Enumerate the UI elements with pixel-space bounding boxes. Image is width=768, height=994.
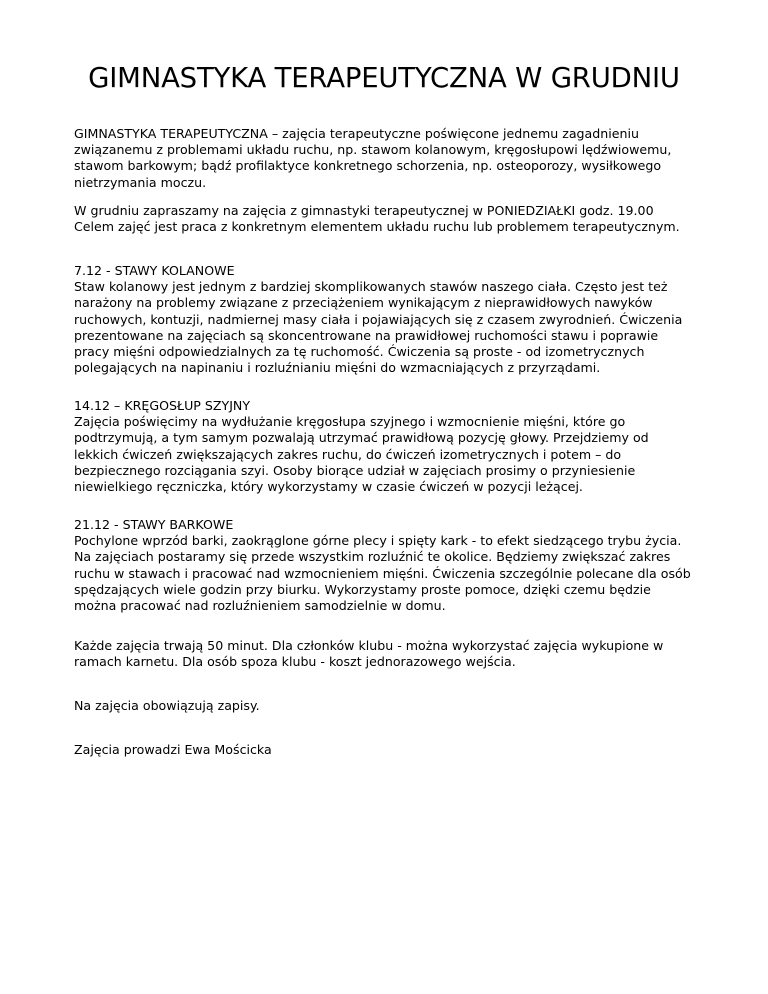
section-knees: [74, 263, 714, 376]
section-line: lekkich ćwiczeń zwiększających zakres ruchu, do ćwiczeń izometrycznych i potem – do: [74, 446, 622, 462]
section-line: Na zajęciach postaramy się przede wszystkim rozluźnić te okolice. Będziemy zwiększać zakres: [74, 549, 671, 565]
section-line: ruchu w stawach i pracować nad wzmocnieniem mięśni. Ćwiczenia szczególnie polecane dla osób: [74, 565, 691, 581]
intro-line: GIMNASTYKA TERAPEUTYCZNA – zajęcia terapeutyczne poświęcone jednemu zagadnieniu: [74, 126, 639, 141]
instructor-note: [74, 742, 714, 758]
intro-line: nietrzymania moczu.: [74, 174, 207, 190]
section-line: Zajęcia poświęcimy na wydłużanie kręgosłupa szyjnego i wzmocnienie mięśni, które go: [74, 414, 626, 430]
section-line: prezentowane na zajęciach są skoncentrowane na prawidłowej ruchomości stawu i poprawie: [74, 327, 659, 343]
section-line: pracy mięśni odpowiedzialnych za tę ruchomość. Ćwiczenia są proste - od izometrycznych: [74, 344, 645, 360]
instructor-line: Zajęcia prowadzi Ewa Mościcka: [74, 742, 272, 757]
section-line: narażony na problemy związane z przeciążeniem wynikającym z nieprawidłowych nawyków: [74, 295, 653, 311]
schedule-line: Celem zajęć jest praca z konkretnym elementem układu ruchu lub problemem terapeutycznym.: [74, 219, 680, 235]
section-cervical-spine: [74, 398, 714, 495]
section-heading: 7.12 - STAWY KOLANOWE: [74, 263, 235, 278]
duration-line: ramach karnetu. Dla osób spoza klubu - koszt jednorazowego wejścia.: [74, 654, 516, 670]
section-line: Staw kolanowy jest jednym z bardziej skomplikowanych stawów naszego ciała. Często jest też: [74, 279, 668, 295]
intro-paragraph: [74, 126, 714, 191]
section-line: polegających na napinaniu i rozluźnianiu mięśni do wzmacniających z przyrządami.: [74, 360, 601, 376]
section-heading: 14.12 – KRĘGOSŁUP SZYJNY: [74, 398, 251, 413]
section-heading: 21.12 - STAWY BARKOWE: [74, 517, 234, 532]
section-line: ruchowych, kontuzji, nadmiernej masy ciała i pojawiających się z czasem zwyrodnień. Ćwiczenia: [74, 311, 683, 327]
schedule-paragraph: [74, 203, 714, 235]
intro-line: związanemu z problemami układu ruchu, np. stawom kolanowym, kręgosłupowi lędźwiowemu,: [74, 142, 672, 158]
section-line: podtrzymują, a tym samym pozwalają utrzymać prawidłową pozycję głowy. Przejdziemy od: [74, 430, 649, 446]
registration-line: Na zajęcia obowiązują zapisy.: [74, 698, 260, 713]
section-line: można pracować nad rozluźnieniem samodzielnie w domu.: [74, 598, 446, 614]
intro-line: stawom barkowym; bądź profilaktyce konkretnego schorzenia, np. osteoporozy, wysiłkowego: [74, 158, 662, 174]
section-line: bezpiecznego rozciągania szyi. Osoby biorące udział w zajęciach prosimy o przyniesienie: [74, 462, 636, 478]
section-shoulders: [74, 517, 714, 614]
duration-line: Każde zajęcia trwają 50 minut. Dla członków klubu - można wykorzystać zajęcia wykupione w: [74, 638, 664, 653]
page-title: GIMNASTYKA TERAPEUTYCZNA W GRUDNIU: [88, 62, 680, 94]
duration-paragraph: [74, 638, 714, 670]
section-line: spędzających wiele godzin przy biurku. Wykorzystamy proste pomoce, dzięki czemu będzie: [74, 581, 651, 597]
section-line: niewielkiego ręczniczka, który wykorzystamy w czasie ćwiczeń w pozycji leżącej.: [74, 479, 583, 495]
schedule-line: W grudniu zapraszamy na zajęcia z gimnastyki terapeutycznej w PONIEDZIAŁKI godz. 19.00: [74, 203, 654, 218]
registration-note: [74, 698, 714, 714]
section-line: Pochylone wprzód barki, zaokrąglone górne plecy i spięty kark - to efekt siedzącego trybu życia.: [74, 533, 682, 549]
